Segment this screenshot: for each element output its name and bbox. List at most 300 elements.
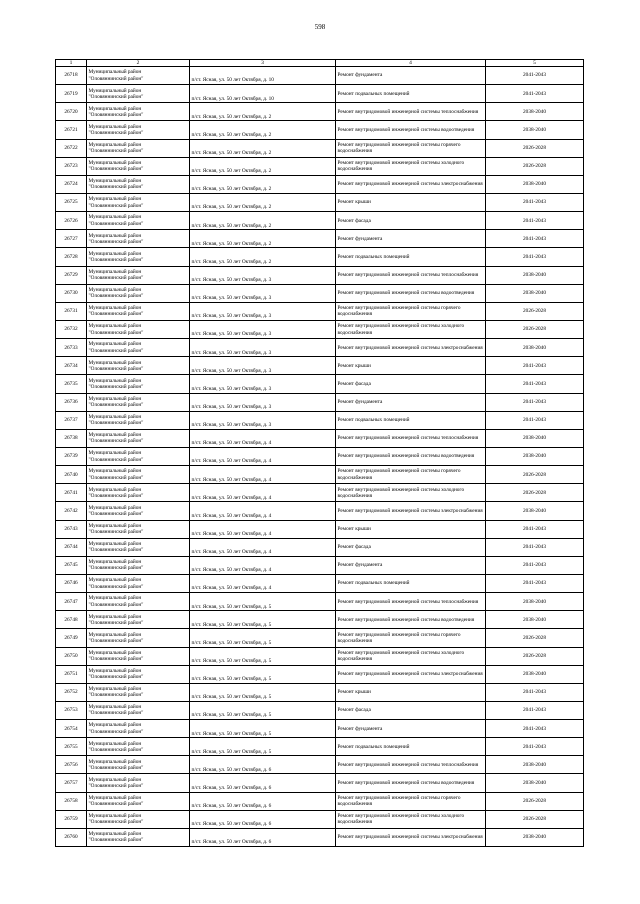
work-type-cell: Ремонт внутридомовой инженерной системы холодного водоснабжения bbox=[336, 484, 486, 502]
row-number: 26751 bbox=[56, 665, 87, 683]
table-row bbox=[56, 756, 584, 774]
address-cell: п/ст. Ясная, ул. 50 лет Октября, д. 3 bbox=[190, 357, 336, 375]
municipality-line: Муниципальный район bbox=[88, 178, 142, 185]
row-number: 26723 bbox=[56, 157, 87, 175]
row-number: 26756 bbox=[56, 756, 87, 774]
municipality-line: "Оловяннинский район" bbox=[88, 202, 144, 209]
table-row bbox=[56, 121, 584, 139]
table-row bbox=[56, 629, 584, 647]
municipality-line: Муниципальный район bbox=[88, 831, 142, 838]
work-type-cell: Ремонт внутридомовой инженерной системы электроснабжения bbox=[336, 339, 486, 357]
municipality-line: Муниципальный район bbox=[88, 268, 142, 275]
row-number: 26747 bbox=[56, 593, 87, 611]
municipality-cell bbox=[87, 302, 190, 320]
municipality-cell bbox=[87, 85, 190, 103]
table-row bbox=[56, 447, 584, 465]
address-cell: п/ст. Ясная, ул. 50 лет Октября, д. 5 bbox=[190, 629, 336, 647]
municipality-cell bbox=[87, 429, 190, 447]
municipality-line: "Оловяннинский район" bbox=[88, 837, 144, 844]
municipality-cell bbox=[87, 738, 190, 756]
row-number: 26754 bbox=[56, 720, 87, 738]
period-cell: 2026-2028 bbox=[486, 320, 584, 338]
municipality-line: Муниципальный район bbox=[88, 813, 142, 820]
municipality-line: "Оловяннинский район" bbox=[88, 129, 144, 136]
municipality-cell bbox=[87, 357, 190, 375]
municipality-line: "Оловяннинский район" bbox=[88, 801, 144, 808]
address-cell: п/ст. Ясная, ул. 50 лет Октября, д. 5 bbox=[190, 701, 336, 719]
municipality-line: "Оловяннинский район" bbox=[88, 75, 144, 82]
address-cell: п/ст. Ясная, ул. 50 лет Октября, д. 3 bbox=[190, 266, 336, 284]
table-row bbox=[56, 611, 584, 629]
row-number: 26743 bbox=[56, 520, 87, 538]
table-row bbox=[56, 574, 584, 592]
row-number: 26758 bbox=[56, 792, 87, 810]
municipality-cell bbox=[87, 248, 190, 266]
period-cell: 2041-2043 bbox=[486, 538, 584, 556]
municipality-line: Муниципальный район bbox=[88, 740, 142, 747]
municipality-cell bbox=[87, 756, 190, 774]
work-type-cell: Ремонт внутридомовой инженерной системы водоотведения bbox=[336, 611, 486, 629]
address-cell: п/ст. Ясная, ул. 50 лет Октября, д. 3 bbox=[190, 393, 336, 411]
row-number: 26732 bbox=[56, 320, 87, 338]
municipality-line: Муниципальный район bbox=[88, 69, 142, 76]
table-row bbox=[56, 647, 584, 665]
period-cell: 2041-2043 bbox=[486, 738, 584, 756]
column-header: 4 bbox=[336, 60, 486, 67]
work-type-cell: Ремонт подвальных помещений bbox=[336, 248, 486, 266]
column-header: 3 bbox=[190, 60, 336, 67]
work-type-cell: Ремонт подвальных помещений bbox=[336, 574, 486, 592]
period-cell: 2041-2043 bbox=[486, 393, 584, 411]
row-number: 26752 bbox=[56, 683, 87, 701]
address-cell: п/ст. Ясная, ул. 50 лет Октября, д. 5 bbox=[190, 593, 336, 611]
address-cell: п/ст. Ясная, ул. 50 лет Октября, д. 2 bbox=[190, 212, 336, 230]
address-cell: п/ст. Ясная, ул. 50 лет Октября, д. 4 bbox=[190, 429, 336, 447]
address-cell: п/ст. Ясная, ул. 50 лет Октября, д. 2 bbox=[190, 175, 336, 193]
municipality-cell bbox=[87, 411, 190, 429]
work-type-cell: Ремонт внутридомовой инженерной системы водоотведения bbox=[336, 447, 486, 465]
work-type-cell: Ремонт подвальных помещений bbox=[336, 738, 486, 756]
period-cell: 2026-2028 bbox=[486, 647, 584, 665]
work-type-cell: Ремонт внутридомовой инженерной системы водоотведения bbox=[336, 774, 486, 792]
period-cell: 2038-2040 bbox=[486, 593, 584, 611]
municipality-line: Муниципальный район bbox=[88, 794, 142, 801]
row-number: 26728 bbox=[56, 248, 87, 266]
municipality-cell bbox=[87, 393, 190, 411]
address-cell: п/ст. Ясная, ул. 50 лет Октября, д. 2 bbox=[190, 121, 336, 139]
address-cell: п/ст. Ясная, ул. 50 лет Октября, д. 3 bbox=[190, 339, 336, 357]
row-number: 26724 bbox=[56, 175, 87, 193]
municipality-cell bbox=[87, 320, 190, 338]
municipality-cell bbox=[87, 212, 190, 230]
municipality-cell bbox=[87, 701, 190, 719]
row-number: 26755 bbox=[56, 738, 87, 756]
table-row bbox=[56, 157, 584, 175]
work-type-cell: Ремонт фасада bbox=[336, 212, 486, 230]
address-cell: п/ст. Ясная, ул. 50 лет Октября, д. 2 bbox=[190, 139, 336, 157]
table-row bbox=[56, 792, 584, 810]
work-type-cell: Ремонт внутридомовой инженерной системы электроснабжения bbox=[336, 502, 486, 520]
table-row bbox=[56, 701, 584, 719]
period-cell: 2041-2043 bbox=[486, 193, 584, 211]
row-number: 26738 bbox=[56, 429, 87, 447]
period-cell: 2038-2040 bbox=[486, 266, 584, 284]
period-cell: 2038-2040 bbox=[486, 774, 584, 792]
municipality-line: "Оловяннинский район" bbox=[88, 819, 144, 826]
municipality-cell bbox=[87, 810, 190, 828]
municipality-line: Муниципальный район bbox=[88, 160, 142, 167]
work-type-cell: Ремонт крыши bbox=[336, 683, 486, 701]
municipality-cell bbox=[87, 284, 190, 302]
municipality-line: Муниципальный район bbox=[88, 468, 142, 475]
municipality-cell bbox=[87, 447, 190, 465]
row-number: 26729 bbox=[56, 266, 87, 284]
municipality-line: "Оловяннинский район" bbox=[88, 329, 144, 336]
row-number: 26759 bbox=[56, 810, 87, 828]
row-number: 26741 bbox=[56, 484, 87, 502]
table-row bbox=[56, 103, 584, 121]
period-cell: 2026-2028 bbox=[486, 484, 584, 502]
municipality-line: "Оловяннинский район" bbox=[88, 728, 144, 735]
municipality-cell bbox=[87, 574, 190, 592]
municipality-cell bbox=[87, 828, 190, 846]
table-row bbox=[56, 593, 584, 611]
period-cell: 2041-2043 bbox=[486, 683, 584, 701]
work-type-cell: Ремонт внутридомовой инженерной системы холодного водоснабжения bbox=[336, 810, 486, 828]
period-cell: 2041-2043 bbox=[486, 520, 584, 538]
work-type-cell: Ремонт внутридомовой инженерной системы электроснабжения bbox=[336, 828, 486, 846]
address-cell: п/ст. Ясная, ул. 50 лет Октября, д. 3 bbox=[190, 302, 336, 320]
municipality-line: "Оловяннинский район" bbox=[88, 148, 144, 155]
municipality-line: "Оловяннинский район" bbox=[88, 347, 144, 354]
row-number: 26725 bbox=[56, 193, 87, 211]
municipality-line: Муниципальный район bbox=[88, 123, 142, 130]
address-cell: п/ст. Ясная, ул. 50 лет Октября, д. 6 bbox=[190, 756, 336, 774]
table-row bbox=[56, 320, 584, 338]
row-number: 26744 bbox=[56, 538, 87, 556]
address-cell: п/ст. Ясная, ул. 50 лет Октября, д. 4 bbox=[190, 556, 336, 574]
work-type-cell: Ремонт фундамента bbox=[336, 67, 486, 85]
table-row bbox=[56, 466, 584, 484]
municipality-line: Муниципальный район bbox=[88, 758, 142, 765]
municipality-cell bbox=[87, 538, 190, 556]
table-row bbox=[56, 230, 584, 248]
work-type-cell: Ремонт подвальных помещений bbox=[336, 411, 486, 429]
table-row bbox=[56, 357, 584, 375]
row-number: 26719 bbox=[56, 85, 87, 103]
municipality-line: Муниципальный район bbox=[88, 577, 142, 584]
work-type-cell: Ремонт внутридомовой инженерной системы теплоснабжения bbox=[336, 103, 486, 121]
row-number: 26750 bbox=[56, 647, 87, 665]
municipality-line: Муниципальный район bbox=[88, 359, 142, 366]
period-cell: 2038-2040 bbox=[486, 175, 584, 193]
address-cell: п/ст. Ясная, ул. 50 лет Октября, д. 4 bbox=[190, 466, 336, 484]
address-cell: п/ст. Ясная, ул. 50 лет Октября, д. 2 bbox=[190, 157, 336, 175]
municipality-line: Муниципальный район bbox=[88, 214, 142, 221]
municipality-line: Муниципальный район bbox=[88, 541, 142, 548]
address-cell: п/ст. Ясная, ул. 50 лет Октября, д. 2 bbox=[190, 103, 336, 121]
municipality-cell bbox=[87, 230, 190, 248]
table-row bbox=[56, 429, 584, 447]
municipality-line: Муниципальный район bbox=[88, 87, 142, 94]
row-number: 26735 bbox=[56, 375, 87, 393]
municipality-line: "Оловяннинский район" bbox=[88, 637, 144, 644]
municipality-line: Муниципальный район bbox=[88, 486, 142, 493]
address-cell: п/ст. Ясная, ул. 50 лет Октября, д. 5 bbox=[190, 738, 336, 756]
municipality-cell bbox=[87, 175, 190, 193]
municipality-line: Муниципальный район bbox=[88, 595, 142, 602]
row-number: 26737 bbox=[56, 411, 87, 429]
row-number: 26720 bbox=[56, 103, 87, 121]
period-cell: 2026-2028 bbox=[486, 810, 584, 828]
municipality-line: Муниципальный район bbox=[88, 305, 142, 312]
row-number: 26730 bbox=[56, 284, 87, 302]
work-type-cell: Ремонт внутридомовой инженерной системы теплоснабжения bbox=[336, 593, 486, 611]
address-cell: п/ст. Ясная, ул. 50 лет Октября, д. 2 bbox=[190, 248, 336, 266]
municipality-cell bbox=[87, 629, 190, 647]
period-cell: 2041-2043 bbox=[486, 248, 584, 266]
table-row bbox=[56, 302, 584, 320]
municipality-line: "Оловяннинский район" bbox=[88, 456, 144, 463]
municipality-cell bbox=[87, 121, 190, 139]
municipality-line: "Оловяннинский район" bbox=[88, 184, 144, 191]
municipality-cell bbox=[87, 266, 190, 284]
municipality-line: Муниципальный район bbox=[88, 432, 142, 439]
municipality-cell bbox=[87, 375, 190, 393]
table-row bbox=[56, 556, 584, 574]
municipality-cell bbox=[87, 792, 190, 810]
period-cell: 2038-2040 bbox=[486, 611, 584, 629]
period-cell: 2041-2043 bbox=[486, 67, 584, 85]
municipality-cell bbox=[87, 520, 190, 538]
address-cell: п/ст. Ясная, ул. 50 лет Октября, д. 2 bbox=[190, 230, 336, 248]
municipality-line: Муниципальный район bbox=[88, 776, 142, 783]
municipality-line: Муниципальный район bbox=[88, 704, 142, 711]
row-number: 26734 bbox=[56, 357, 87, 375]
municipality-cell bbox=[87, 720, 190, 738]
municipality-line: "Оловяннинский район" bbox=[88, 674, 144, 681]
municipality-line: "Оловяннинский район" bbox=[88, 256, 144, 263]
municipality-cell bbox=[87, 502, 190, 520]
municipality-line: Муниципальный район bbox=[88, 287, 142, 294]
address-cell: п/ст. Ясная, ул. 50 лет Октября, д. 4 bbox=[190, 502, 336, 520]
address-cell: п/ст. Ясная, ул. 50 лет Октября, д. 5 bbox=[190, 647, 336, 665]
municipality-line: "Оловяннинский район" bbox=[88, 402, 144, 409]
municipality-line: Муниципальный район bbox=[88, 522, 142, 529]
address-cell: п/ст. Ясная, ул. 50 лет Октября, д. 3 bbox=[190, 284, 336, 302]
address-cell: п/ст. Ясная, ул. 50 лет Октября, д. 3 bbox=[190, 320, 336, 338]
municipality-line: "Оловяннинский район" bbox=[88, 111, 144, 118]
municipality-cell bbox=[87, 774, 190, 792]
period-cell: 2026-2028 bbox=[486, 629, 584, 647]
table-row bbox=[56, 175, 584, 193]
column-header: 5 bbox=[486, 60, 584, 67]
municipality-cell bbox=[87, 466, 190, 484]
work-type-cell: Ремонт внутридомовой инженерной системы холодного водоснабжения bbox=[336, 320, 486, 338]
address-cell: п/ст. Ясная, ул. 50 лет Октября, д. 10 bbox=[190, 67, 336, 85]
work-type-cell: Ремонт внутридомовой инженерной системы холодного водоснабжения bbox=[336, 157, 486, 175]
address-cell: п/ст. Ясная, ул. 50 лет Октября, д. 2 bbox=[190, 193, 336, 211]
municipality-line: Муниципальный район bbox=[88, 323, 142, 330]
table-row bbox=[56, 139, 584, 157]
municipality-line: "Оловяннинский район" bbox=[88, 710, 144, 717]
work-type-cell: Ремонт внутридомовой инженерной системы теплоснабжения bbox=[336, 266, 486, 284]
table-row bbox=[56, 284, 584, 302]
address-cell: п/ст. Ясная, ул. 50 лет Октября, д. 6 bbox=[190, 792, 336, 810]
municipality-line: "Оловяннинский район" bbox=[88, 293, 144, 300]
municipality-cell bbox=[87, 193, 190, 211]
municipality-line: "Оловяннинский район" bbox=[88, 474, 144, 481]
municipality-line: Муниципальный район bbox=[88, 105, 142, 112]
municipality-line: Муниципальный район bbox=[88, 631, 142, 638]
period-cell: 2038-2040 bbox=[486, 121, 584, 139]
work-type-cell: Ремонт фундамента bbox=[336, 720, 486, 738]
row-number: 26749 bbox=[56, 629, 87, 647]
municipality-line: "Оловяннинский район" bbox=[88, 529, 144, 536]
period-cell: 2026-2028 bbox=[486, 302, 584, 320]
municipality-line: Муниципальный район bbox=[88, 504, 142, 511]
municipality-line: Муниципальный район bbox=[88, 613, 142, 620]
work-type-cell: Ремонт внутридомовой инженерной системы горячего водоснабжения bbox=[336, 792, 486, 810]
row-number: 26721 bbox=[56, 121, 87, 139]
table-row bbox=[56, 193, 584, 211]
municipality-line: "Оловяннинский район" bbox=[88, 220, 144, 227]
table-row bbox=[56, 393, 584, 411]
address-cell: п/ст. Ясная, ул. 50 лет Октября, д. 4 bbox=[190, 520, 336, 538]
row-number: 26753 bbox=[56, 701, 87, 719]
period-cell: 2026-2028 bbox=[486, 157, 584, 175]
municipality-line: "Оловяннинский район" bbox=[88, 93, 144, 100]
address-cell: п/ст. Ясная, ул. 50 лет Октября, д. 5 bbox=[190, 665, 336, 683]
municipality-line: Муниципальный район bbox=[88, 722, 142, 729]
municipality-line: "Оловяннинский район" bbox=[88, 746, 144, 753]
work-type-cell: Ремонт внутридомовой инженерной системы электроснабжения bbox=[336, 175, 486, 193]
period-cell: 2041-2043 bbox=[486, 556, 584, 574]
municipality-cell bbox=[87, 484, 190, 502]
address-cell: п/ст. Ясная, ул. 50 лет Октября, д. 4 bbox=[190, 447, 336, 465]
municipality-line: "Оловяннинский район" bbox=[88, 492, 144, 499]
period-cell: 2041-2043 bbox=[486, 375, 584, 393]
municipality-line: "Оловяннинский район" bbox=[88, 764, 144, 771]
address-cell: п/ст. Ясная, ул. 50 лет Октября, д. 4 bbox=[190, 484, 336, 502]
row-number: 26748 bbox=[56, 611, 87, 629]
address-cell: п/ст. Ясная, ул. 50 лет Октября, д. 5 bbox=[190, 683, 336, 701]
municipality-cell bbox=[87, 339, 190, 357]
work-type-cell: Ремонт внутридомовой инженерной системы горячего водоснабжения bbox=[336, 466, 486, 484]
table-row bbox=[56, 502, 584, 520]
period-cell: 2038-2040 bbox=[486, 103, 584, 121]
table-row bbox=[56, 683, 584, 701]
work-type-cell: Ремонт внутридомовой инженерной системы теплоснабжения bbox=[336, 429, 486, 447]
table-row bbox=[56, 339, 584, 357]
address-cell: п/ст. Ясная, ул. 50 лет Октября, д. 5 bbox=[190, 720, 336, 738]
period-cell: 2026-2028 bbox=[486, 792, 584, 810]
period-cell: 2038-2040 bbox=[486, 429, 584, 447]
table-row bbox=[56, 538, 584, 556]
municipality-line: "Оловяннинский район" bbox=[88, 656, 144, 663]
work-type-cell: Ремонт внутридомовой инженерной системы горячего водоснабжения bbox=[336, 139, 486, 157]
work-type-cell: Ремонт внутридомовой инженерной системы холодного водоснабжения bbox=[336, 647, 486, 665]
municipality-line: Муниципальный район bbox=[88, 450, 142, 457]
row-number: 26742 bbox=[56, 502, 87, 520]
municipality-line: Муниципальный район bbox=[88, 196, 142, 203]
municipality-cell bbox=[87, 157, 190, 175]
repair-schedule-table bbox=[55, 59, 584, 847]
table-row bbox=[56, 738, 584, 756]
period-cell: 2038-2040 bbox=[486, 665, 584, 683]
municipality-cell bbox=[87, 683, 190, 701]
municipality-cell bbox=[87, 593, 190, 611]
work-type-cell: Ремонт подвальных помещений bbox=[336, 85, 486, 103]
address-cell: п/ст. Ясная, ул. 50 лет Октября, д. 6 bbox=[190, 828, 336, 846]
row-number: 26726 bbox=[56, 212, 87, 230]
work-type-cell: Ремонт фасада bbox=[336, 375, 486, 393]
table-row bbox=[56, 810, 584, 828]
municipality-line: "Оловяннинский район" bbox=[88, 783, 144, 790]
row-number: 26718 bbox=[56, 67, 87, 85]
row-number: 26739 bbox=[56, 447, 87, 465]
municipality-line: "Оловяннинский район" bbox=[88, 692, 144, 699]
period-cell: 2038-2040 bbox=[486, 447, 584, 465]
table-body bbox=[56, 67, 584, 847]
work-type-cell: Ремонт внутридомовой инженерной системы горячего водоснабжения bbox=[336, 629, 486, 647]
municipality-line: "Оловяннинский район" bbox=[88, 510, 144, 517]
municipality-cell bbox=[87, 139, 190, 157]
table-row bbox=[56, 774, 584, 792]
period-cell: 2026-2028 bbox=[486, 466, 584, 484]
period-cell: 2041-2043 bbox=[486, 701, 584, 719]
address-cell: п/ст. Ясная, ул. 50 лет Октября, д. 3 bbox=[190, 411, 336, 429]
row-number: 26760 bbox=[56, 828, 87, 846]
municipality-line: "Оловяннинский район" bbox=[88, 166, 144, 173]
work-type-cell: Ремонт крыши bbox=[336, 357, 486, 375]
work-type-cell: Ремонт внутридомовой инженерной системы теплоснабжения bbox=[336, 756, 486, 774]
column-header: 1 bbox=[56, 60, 87, 67]
table-row bbox=[56, 266, 584, 284]
address-cell: п/ст. Ясная, ул. 50 лет Октября, д. 3 bbox=[190, 375, 336, 393]
table-row bbox=[56, 484, 584, 502]
address-cell: п/ст. Ясная, ул. 50 лет Октября, д. 5 bbox=[190, 611, 336, 629]
address-cell: п/ст. Ясная, ул. 50 лет Октября, д. 4 bbox=[190, 538, 336, 556]
municipality-line: "Оловяннинский район" bbox=[88, 365, 144, 372]
page-number: 598 bbox=[314, 23, 326, 31]
table-row bbox=[56, 411, 584, 429]
table-row bbox=[56, 212, 584, 230]
municipality-line: "Оловяннинский район" bbox=[88, 438, 144, 445]
row-number: 26733 bbox=[56, 339, 87, 357]
municipality-line: "Оловяннинский район" bbox=[88, 601, 144, 608]
municipality-line: "Оловяннинский район" bbox=[88, 238, 144, 245]
table-row bbox=[56, 248, 584, 266]
work-type-cell: Ремонт внутридомовой инженерной системы горячего водоснабжения bbox=[336, 302, 486, 320]
work-type-cell: Ремонт внутридомовой инженерной системы водоотведения bbox=[336, 284, 486, 302]
table-row bbox=[56, 85, 584, 103]
table-row bbox=[56, 665, 584, 683]
row-number: 26722 bbox=[56, 139, 87, 157]
period-cell: 2041-2043 bbox=[486, 574, 584, 592]
table-header-row bbox=[56, 60, 584, 67]
municipality-line: Муниципальный район bbox=[88, 141, 142, 148]
period-cell: 2041-2043 bbox=[486, 230, 584, 248]
municipality-line: Муниципальный район bbox=[88, 250, 142, 257]
municipality-line: "Оловяннинский район" bbox=[88, 547, 144, 554]
municipality-cell bbox=[87, 103, 190, 121]
municipality-line: Муниципальный район bbox=[88, 377, 142, 384]
municipality-line: Муниципальный район bbox=[88, 649, 142, 656]
municipality-line: Муниципальный район bbox=[88, 341, 142, 348]
period-cell: 2041-2043 bbox=[486, 212, 584, 230]
period-cell: 2038-2040 bbox=[486, 756, 584, 774]
